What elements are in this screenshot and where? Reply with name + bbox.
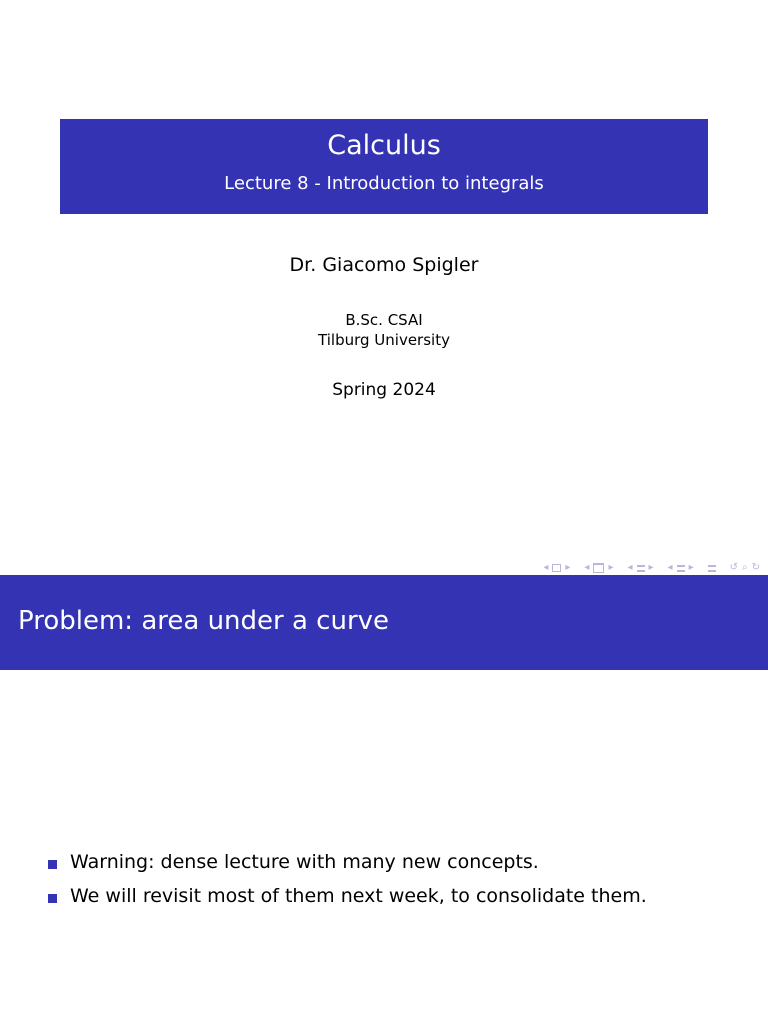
next-slide-icon[interactable]: ▸	[565, 562, 571, 573]
institute-university: Tilburg University	[318, 331, 450, 349]
next-section-icon[interactable]: ▸	[688, 562, 694, 573]
frame-nav	[582, 561, 615, 575]
toc-nav	[706, 565, 718, 572]
institute	[0, 310, 768, 350]
date: Spring 2024	[332, 380, 436, 400]
frame-title: Problem: area under a curve	[18, 606, 390, 636]
institute-program: B.Sc. CSAI	[345, 311, 423, 329]
prev-section-icon[interactable]: ◂	[667, 562, 673, 573]
prev-frame-icon[interactable]: ◂	[584, 562, 590, 573]
bullet-text: Warning: dense lecture with many new concepts.	[70, 851, 539, 873]
slide-subtitle: Lecture 8 - Introduction to integrals	[224, 173, 544, 194]
slide-nav	[541, 561, 572, 575]
navigation-symbols	[531, 561, 762, 575]
back-icon[interactable]: ↺	[729, 562, 738, 573]
bullet-square-icon	[48, 894, 57, 903]
prev-slide-icon[interactable]: ◂	[543, 562, 549, 573]
search-icon[interactable]: ⌕	[742, 562, 748, 573]
author: Dr. Giacomo Spigler	[289, 254, 479, 276]
prev-subsection-icon[interactable]: ◂	[627, 562, 633, 573]
frame-title-bar	[0, 575, 768, 670]
bullet-square-icon	[48, 860, 57, 869]
forward-icon[interactable]: ↻	[751, 562, 760, 573]
subsection-nav	[625, 561, 655, 575]
list-item	[48, 879, 647, 913]
section-nav	[666, 561, 696, 575]
next-subsection-icon[interactable]: ▸	[648, 562, 654, 573]
content-slide	[0, 575, 768, 1024]
slide-icon[interactable]	[552, 564, 561, 572]
search-nav	[728, 561, 762, 575]
subsection-icon[interactable]	[637, 565, 645, 572]
next-frame-icon[interactable]: ▸	[608, 562, 614, 573]
slide-title: Calculus	[327, 130, 441, 161]
bullet-text: We will revisit most of them next week, to consolidate them.	[70, 885, 647, 907]
section-icon[interactable]	[677, 565, 685, 572]
frame-icon[interactable]	[593, 563, 604, 573]
title-box	[60, 119, 708, 214]
toc-icon[interactable]	[708, 565, 716, 572]
list-item	[48, 845, 647, 879]
bullet-list	[48, 845, 647, 913]
